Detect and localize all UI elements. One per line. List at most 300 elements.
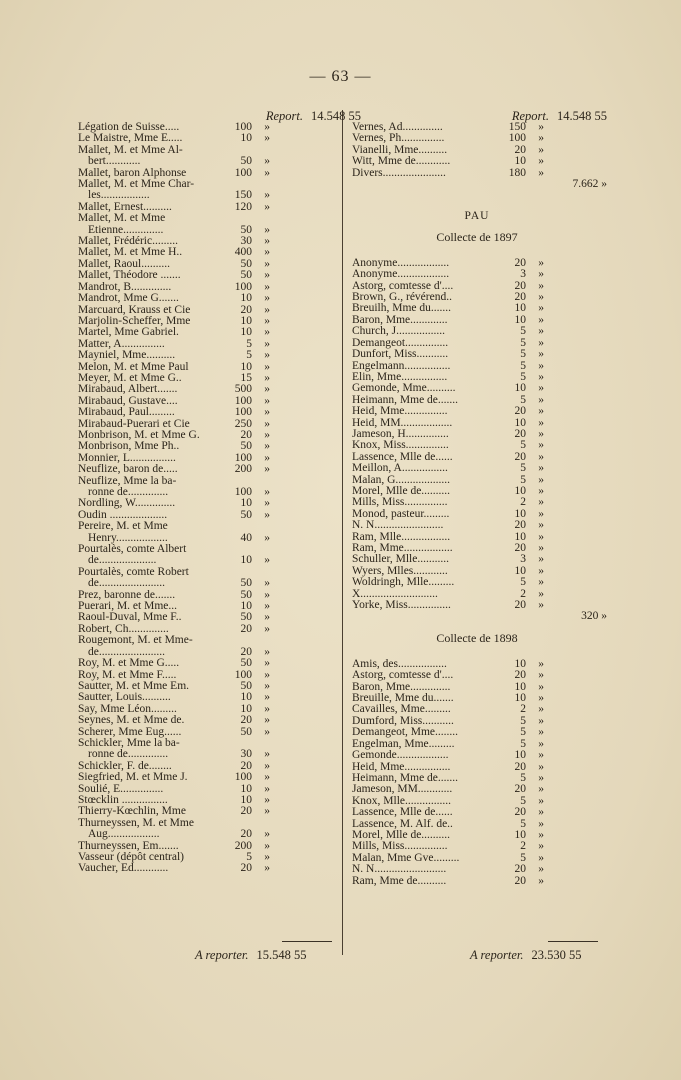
- entry-unit: »: [538, 714, 544, 727]
- entry-unit: »: [538, 473, 544, 486]
- entry-amount: 40: [240, 531, 252, 544]
- entry-name: Mallet, M. et Mme Al-: [78, 144, 183, 156]
- list-item: [352, 670, 544, 681]
- entry-unit: »: [264, 121, 270, 133]
- entry-unit: »: [538, 680, 544, 693]
- entry-name: Malan, Mme Gve.........: [352, 852, 460, 864]
- list-item: [352, 315, 544, 326]
- collecte-1897-heading: Collecte de 1897: [436, 230, 518, 245]
- entry-unit: »: [538, 462, 544, 475]
- right-footer-amount: 23.530 55: [531, 948, 582, 962]
- entry-name: Morel, Mlle de..........: [352, 485, 451, 497]
- entry-name: Ram, Mlle.................: [352, 531, 451, 543]
- entry-unit: »: [264, 851, 270, 863]
- right-entry-list-top: [352, 122, 602, 179]
- entry-unit: »: [264, 622, 270, 635]
- entry-amount: 5: [520, 576, 526, 589]
- entry-amount: 5: [520, 714, 526, 727]
- entry-name: Vernes, Ph...............: [352, 133, 445, 145]
- entry-amount: 50: [240, 508, 252, 521]
- entry-name: Mallet, M. et Mme H..: [78, 247, 183, 259]
- list-item: [78, 510, 270, 521]
- entry-amount: 150: [234, 189, 252, 202]
- entry-unit: »: [538, 817, 544, 830]
- list-item: [78, 863, 270, 874]
- entry-unit: »: [538, 416, 544, 429]
- entry-amount: 10: [514, 692, 526, 705]
- entry-unit: »: [264, 588, 270, 601]
- entry-name: Nordling, W..............: [78, 498, 176, 510]
- list-item: [352, 338, 544, 349]
- entry-amount: 20: [240, 862, 252, 875]
- entry-name: Pereire, M. et Mme: [78, 521, 168, 533]
- entry-name: Lassence, Mlle de......: [352, 451, 453, 463]
- list-item: [352, 258, 544, 269]
- entry-unit: »: [264, 383, 270, 396]
- list-item: [78, 635, 270, 646]
- entry-unit: »: [538, 279, 544, 292]
- entry-unit: »: [538, 336, 544, 349]
- list-item: [352, 486, 544, 497]
- entry-name: Dunfort, Miss...........: [352, 349, 449, 361]
- list-item: [78, 578, 270, 589]
- list-item: [352, 693, 544, 704]
- entry-name: Ram, Mme de..........: [352, 875, 447, 887]
- entry-amount: 20: [514, 874, 526, 887]
- entry-name: Marcuard, Krauss et Cie: [78, 304, 191, 316]
- entry-amount: 5: [520, 359, 526, 372]
- entry-unit: »: [264, 417, 270, 430]
- list-item: [352, 600, 544, 611]
- entry-name: ronne de..............: [88, 487, 169, 498]
- entry-unit: »: [264, 725, 270, 738]
- entry-name: Monbrison, Mme Ph..: [78, 441, 180, 453]
- entry-name: Dumford, Miss...........: [352, 715, 454, 727]
- entry-name: Lassence, Mlle de......: [352, 807, 453, 819]
- entry-name: Heid, MM..................: [352, 417, 453, 429]
- entry-unit: »: [538, 155, 544, 168]
- entry-name: Rougemont, M. et Mme-: [78, 635, 193, 647]
- entry-amount: 20: [514, 143, 526, 156]
- entry-amount: 10: [240, 292, 252, 305]
- entry-unit: »: [538, 587, 544, 600]
- entry-amount: 100: [234, 166, 252, 179]
- right-footer-rule: [548, 941, 598, 942]
- entry-amount: 10: [240, 360, 252, 373]
- entry-amount: 10: [514, 680, 526, 693]
- entry-unit: »: [538, 143, 544, 156]
- entry-name: Puerari, M. et Mme...: [78, 601, 178, 613]
- entry-amount: 5: [246, 349, 252, 362]
- entry-amount: 10: [240, 600, 252, 613]
- entry-name: Astorg, comtesse d'....: [352, 280, 454, 292]
- entry-unit: »: [538, 530, 544, 543]
- entry-amount: 50: [240, 577, 252, 590]
- list-item: [352, 841, 544, 852]
- entry-name: Church, J.................: [352, 326, 445, 338]
- entry-unit: »: [264, 326, 270, 339]
- left-footer: [195, 948, 306, 963]
- entry-amount: 100: [234, 121, 252, 133]
- entry-amount: 180: [508, 166, 526, 179]
- entry-amount: 200: [234, 463, 252, 476]
- entry-unit: »: [264, 657, 270, 670]
- entry-name: Malan, G...................: [352, 474, 451, 486]
- list-item: [352, 452, 544, 463]
- entry-unit: »: [538, 507, 544, 520]
- entry-amount: 20: [514, 806, 526, 819]
- entries-1897-list: [352, 258, 602, 612]
- entry-name: Heimann, Mme de.......: [352, 394, 459, 406]
- entry-name: Roy, M. et Mme G.....: [78, 658, 180, 670]
- list-item: [352, 750, 544, 761]
- list-item: [352, 463, 544, 474]
- entry-name: Divers......................: [352, 167, 446, 179]
- section-title-pau: PAU: [464, 210, 490, 223]
- column-divider: [342, 110, 343, 955]
- list-item: [352, 762, 544, 773]
- entry-amount: 5: [520, 851, 526, 864]
- entry-amount: 5: [520, 726, 526, 739]
- list-item: [78, 806, 270, 817]
- entry-unit: »: [538, 542, 544, 554]
- entry-amount: 100: [234, 280, 252, 293]
- list-item: [352, 864, 544, 875]
- entry-amount: 10: [514, 416, 526, 429]
- entry-unit: »: [538, 519, 544, 532]
- entry-name: Woldringh, Mlle.........: [352, 577, 455, 589]
- list-item: [78, 327, 270, 338]
- entry-amount: 20: [514, 291, 526, 304]
- entry-amount: 5: [520, 348, 526, 361]
- entry-name: Le Maistre, Mme E.....: [78, 133, 183, 145]
- list-item: [78, 692, 270, 703]
- entry-amount: 250: [234, 417, 252, 430]
- entry-name: Oudin ....................: [78, 509, 168, 521]
- entry-amount: 20: [240, 645, 252, 658]
- entry-amount: 200: [234, 839, 252, 852]
- entry-name: Mallet, Frédéric.........: [78, 236, 178, 248]
- list-item: [78, 555, 270, 566]
- entry-name: Monbrison, M. et Mme G.: [78, 429, 200, 441]
- list-item: [352, 704, 544, 715]
- entry-name: Mandrot, Mme G.......: [78, 293, 179, 305]
- entry-amount: 20: [514, 405, 526, 418]
- entry-amount: 5: [246, 851, 252, 863]
- entry-amount: 100: [234, 486, 252, 498]
- entry-name: Mills, Miss...............: [352, 841, 448, 853]
- entry-unit: »: [538, 863, 544, 876]
- list-item: [352, 543, 544, 554]
- entry-name: Gemonde, Mme..........: [352, 383, 456, 395]
- entry-unit: »: [264, 189, 270, 202]
- page-number: — 63 —: [309, 68, 372, 85]
- entry-name: Mirabaud, Albert.......: [78, 384, 178, 396]
- entry-amount: 2: [520, 496, 526, 509]
- entry-amount: 100: [234, 668, 252, 681]
- left-footer-label: A reporter.: [195, 948, 249, 962]
- entry-name: Mallet, Théodore .......: [78, 270, 181, 282]
- entry-amount: 5: [520, 370, 526, 383]
- entry-unit: »: [538, 450, 544, 463]
- entry-name: Lassence, M. Alf. de..: [352, 818, 453, 830]
- entry-unit: »: [264, 223, 270, 236]
- entry-amount: 20: [240, 428, 252, 441]
- list-item: [78, 841, 270, 852]
- entry-unit: »: [264, 371, 270, 384]
- entry-amount: 100: [234, 406, 252, 419]
- entry-amount: 5: [520, 473, 526, 486]
- entry-unit: »: [538, 325, 544, 338]
- entry-unit: »: [264, 155, 270, 168]
- entry-amount: 2: [520, 840, 526, 853]
- list-item: [78, 658, 270, 669]
- entry-name: Jameson, MM............: [352, 784, 453, 796]
- subtotal-2: 320 »: [581, 610, 607, 623]
- entry-unit: »: [264, 406, 270, 419]
- entry-unit: »: [538, 669, 544, 682]
- entry-unit: »: [538, 874, 544, 887]
- list-item: [352, 168, 544, 179]
- entry-amount: 5: [520, 737, 526, 750]
- list-item: [78, 270, 270, 281]
- entry-unit: »: [538, 496, 544, 509]
- entry-name: Prez, baronne de.......: [78, 589, 176, 601]
- entry-unit: »: [538, 794, 544, 807]
- entry-name: Pourtalès, comte Robert: [78, 566, 189, 578]
- entry-name: Astorg, comtesse d'....: [352, 670, 454, 682]
- entry-unit: »: [264, 862, 270, 875]
- entry-amount: 10: [240, 782, 252, 795]
- entry-name: Mallet, Ernest..........: [78, 201, 172, 213]
- entry-name: Légation de Suisse.....: [78, 122, 180, 133]
- entry-unit: »: [264, 577, 270, 590]
- entry-amount: 5: [520, 393, 526, 406]
- entry-name: Heimann, Mme de.......: [352, 772, 459, 784]
- entry-amount: 10: [514, 749, 526, 762]
- list-item: [352, 326, 544, 337]
- entry-amount: 20: [514, 669, 526, 682]
- entry-unit: »: [264, 691, 270, 704]
- entry-name: Wyers, Mlles............: [352, 565, 448, 577]
- entry-unit: »: [264, 292, 270, 305]
- list-item: [352, 520, 544, 531]
- list-item: [78, 533, 270, 544]
- entry-name: Siegfried, M. et Mme J.: [78, 772, 188, 784]
- list-item: [352, 269, 544, 280]
- entry-unit: »: [264, 793, 270, 806]
- entry-amount: 500: [234, 383, 252, 396]
- entry-name: Roy, M. et Mme F.....: [78, 669, 177, 681]
- entry-name: Matter, A...............: [78, 338, 165, 350]
- entry-amount: 10: [514, 155, 526, 168]
- entry-unit: »: [538, 166, 544, 179]
- entry-name: Vaucher, Ed............: [78, 863, 169, 875]
- entry-name: Baron, Mme.............: [352, 314, 448, 326]
- entry-amount: 150: [508, 121, 526, 133]
- entry-amount: 50: [240, 155, 252, 168]
- entry-unit: »: [538, 760, 544, 773]
- entry-amount: 5: [520, 439, 526, 452]
- entry-amount: 20: [514, 863, 526, 876]
- entry-unit: »: [264, 702, 270, 715]
- entry-name: de.......................: [88, 646, 165, 658]
- entry-unit: »: [264, 440, 270, 453]
- entry-amount: 20: [240, 714, 252, 727]
- entry-unit: »: [538, 840, 544, 853]
- left-footer-amount: 15.548 55: [256, 948, 307, 962]
- entry-amount: 20: [240, 622, 252, 635]
- entries-1898-list: [352, 659, 602, 887]
- entry-amount: 50: [240, 257, 252, 270]
- entry-unit: »: [538, 370, 544, 383]
- entry-amount: 20: [514, 783, 526, 796]
- entry-unit: »: [538, 302, 544, 315]
- entry-unit: »: [264, 828, 270, 841]
- list-item: [352, 830, 544, 841]
- entry-name: Breuilh, Mme du.......: [352, 303, 452, 315]
- entry-name: Heid, Mme...............: [352, 406, 448, 418]
- entry-unit: »: [538, 599, 544, 612]
- entry-unit: »: [538, 268, 544, 281]
- entry-name: Neuflize, Mme la ba-: [78, 475, 177, 487]
- entry-unit: »: [264, 645, 270, 658]
- entry-unit: »: [538, 564, 544, 577]
- entry-name: Ram, Mme.................: [352, 543, 453, 554]
- entry-name: Vianelli, Mme..........: [352, 144, 448, 156]
- entry-unit: »: [264, 771, 270, 784]
- entry-unit: »: [538, 121, 544, 133]
- entry-unit: »: [264, 235, 270, 248]
- entry-amount: 5: [520, 771, 526, 784]
- entry-name: Engelman, Mme.........: [352, 738, 455, 750]
- entry-amount: 5: [246, 337, 252, 350]
- list-item: [78, 727, 270, 738]
- entry-name: de....................: [88, 555, 157, 567]
- left-column: [78, 104, 361, 875]
- entry-amount: 20: [240, 303, 252, 316]
- list-item: [352, 566, 544, 577]
- entry-name: Elin, Mme................: [352, 371, 448, 383]
- list-item: [78, 350, 270, 361]
- entry-name: Melon, M. et Mme Paul: [78, 361, 189, 373]
- right-report-line: [352, 104, 607, 122]
- entry-unit: »: [538, 484, 544, 497]
- entry-amount: 10: [514, 530, 526, 543]
- entry-unit: »: [538, 553, 544, 566]
- entry-amount: 20: [240, 828, 252, 841]
- entry-unit: »: [538, 291, 544, 304]
- subtotal-1: 7.662 »: [572, 178, 607, 191]
- entry-amount: 10: [240, 793, 252, 806]
- right-report-amount: 14.548 55: [557, 108, 607, 123]
- entry-name: Mallet, baron Alphonse: [78, 167, 187, 179]
- list-item: [78, 624, 270, 635]
- entry-unit: »: [264, 280, 270, 293]
- entry-amount: 10: [514, 382, 526, 395]
- entry-amount: 3: [520, 268, 526, 281]
- entry-unit: »: [264, 428, 270, 441]
- entry-unit: »: [264, 246, 270, 259]
- list-item: [352, 784, 544, 795]
- entry-name: Thurneyssen, M. et Mme: [78, 817, 194, 829]
- entry-amount: 10: [514, 828, 526, 841]
- entry-amount: 2: [520, 703, 526, 716]
- list-item: [78, 407, 270, 418]
- entry-name: Brown, G., révérend..: [352, 292, 452, 304]
- list-item: [352, 383, 544, 394]
- entry-name: Mirabaud, Paul.........: [78, 407, 175, 419]
- entry-name: Mirabaud-Puerari et Cie: [78, 418, 190, 430]
- entry-name: Breuille, Mme du.......: [352, 693, 454, 705]
- entry-unit: »: [538, 382, 544, 395]
- left-footer-rule: [282, 941, 332, 942]
- entry-unit: »: [538, 828, 544, 841]
- collecte-1898-heading: Collecte de 1898: [436, 631, 518, 646]
- entry-name: Marjolin-Scheffer, Mme: [78, 315, 191, 327]
- entry-name: bert............: [88, 156, 141, 168]
- list-item: [352, 727, 544, 738]
- entry-amount: 20: [240, 805, 252, 818]
- entry-unit: »: [264, 679, 270, 692]
- entry-unit: »: [264, 531, 270, 544]
- entry-amount: 10: [514, 484, 526, 497]
- entry-unit: »: [538, 439, 544, 452]
- entry-amount: 10: [240, 326, 252, 339]
- entry-name: Baron, Mme..............: [352, 681, 451, 693]
- entry-amount: 5: [520, 336, 526, 349]
- entry-amount: 20: [514, 542, 526, 554]
- list-item: [352, 429, 544, 440]
- entry-name: Demangeot...............: [352, 337, 449, 349]
- entry-name: les.................: [88, 190, 150, 202]
- entry-amount: 5: [520, 462, 526, 475]
- entry-unit: »: [264, 748, 270, 761]
- entry-unit: »: [264, 360, 270, 373]
- list-item: [78, 829, 270, 840]
- entry-name: Scherer, Mme Eug......: [78, 726, 182, 738]
- entry-amount: 20: [514, 599, 526, 612]
- entry-name: Vasseur (dépôt central): [78, 852, 185, 863]
- entry-amount: 30: [240, 235, 252, 248]
- entry-amount: 20: [514, 256, 526, 269]
- entry-unit: »: [264, 759, 270, 772]
- entry-amount: 10: [514, 657, 526, 670]
- entry-amount: 10: [240, 554, 252, 567]
- entry-unit: »: [538, 313, 544, 326]
- entry-unit: »: [538, 427, 544, 440]
- list-item: [78, 133, 270, 144]
- entry-unit: »: [264, 314, 270, 327]
- entry-unit: »: [264, 782, 270, 795]
- entry-unit: »: [538, 749, 544, 762]
- entry-name: Engelmann................: [352, 360, 451, 372]
- entry-amount: 5: [520, 325, 526, 338]
- entry-amount: 10: [514, 564, 526, 577]
- left-report-amount: 14.548 55: [311, 108, 361, 123]
- entry-amount: 10: [240, 314, 252, 327]
- entry-unit: »: [264, 463, 270, 476]
- entry-name: Jameson, H...............: [352, 428, 449, 440]
- entry-amount: 10: [514, 507, 526, 520]
- entry-amount: 5: [520, 794, 526, 807]
- entry-name: Martel, Mme Gabriel.: [78, 327, 179, 339]
- entry-unit: »: [264, 303, 270, 316]
- entry-unit: »: [264, 337, 270, 350]
- entry-amount: 100: [234, 451, 252, 464]
- list-item: [78, 293, 270, 304]
- left-report-line: [78, 104, 361, 122]
